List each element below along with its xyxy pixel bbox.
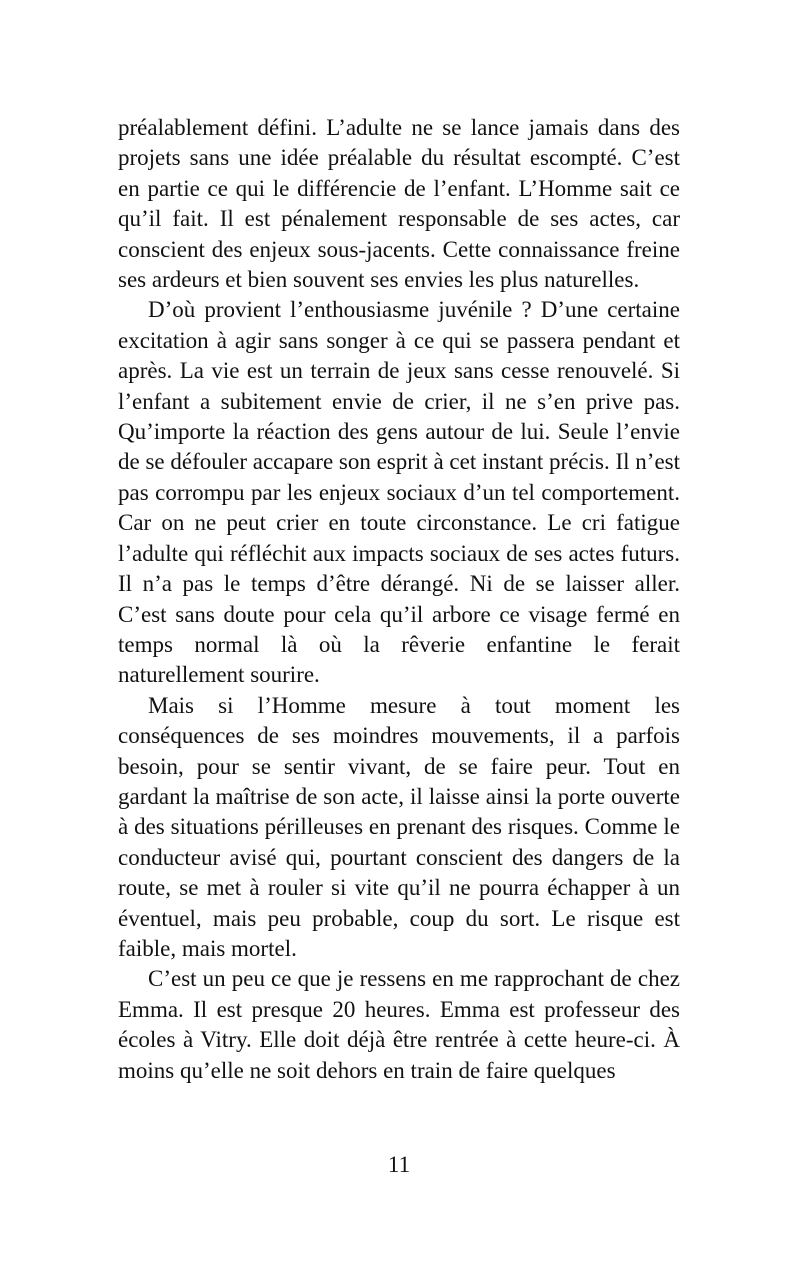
page-number: 11 (387, 1152, 411, 1177)
body-text (118, 113, 680, 1086)
paragraph-enthusiasm: D’où provient l’enthousiasme juvénile ? D’une certaine excitation à agir sans songer à ce qui se passera pendant et après. La vie est un terrain de jeux sans cesse renouvelé. Si l’enfant a subitement envie de crier, il ne s’en prive pas. Qu’importe la réaction des gens autour de lui. Seule l’envie de se défouler accapare son esprit à cet instant précis. Il n’est pas corrompu par les enjeux sociaux d’un tel comportement. Car on ne peut crier en toute circonstance. Le cri fatigue l’adulte qui réfléchit aux impacts sociaux de ses actes futurs. Il n’a pas le temps d’être dérangé. Ni de se laisser aller. C’est sans doute pour cela qu’il arbore ce visage fermé en temps normal là où la rêverie enfantine le ferait naturellement sourire. (118, 297, 680, 688)
paragraph-emma: C’est un peu ce que je ressens en me rapprochant de chez Emma. Il est presque 20 heures. Emma est professeur des écoles à Vitry. Elle doit déjà être rentrée à cette heure-ci. À moins qu’elle ne soit dehors en train de faire quelques (118, 966, 680, 1083)
paragraph-continuation: préalablement défini. L’adulte ne se lance jamais dans des projets sans une idée préalable du résultat escompté. C’est en partie ce qui le différencie de l’enfant. L’Homme sait ce qu’il fait. Il est pénalement responsable de ses actes, car conscient des enjeux sous-jacents. Cette connaissance freine ses ardeurs et bien souvent ses envies les plus naturelles. (118, 115, 680, 293)
paragraph-risk: Mais si l’Homme mesure à tout moment les conséquences de ses moindres mouvements, il a parfois besoin, pour se sentir vivant, de se faire peur. Tout en gardant la maîtrise de son acte, il laisse ainsi la porte ouverte à des situations périlleuses en prenant des risques. Comme le conducteur avisé qui, pourtant conscient des dangers de la route, se met à rouler si vite qu’il ne pourra échapper à un éventuel, mais peu probable, coup du sort. Le risque est faible, mais mortel. (118, 692, 680, 961)
